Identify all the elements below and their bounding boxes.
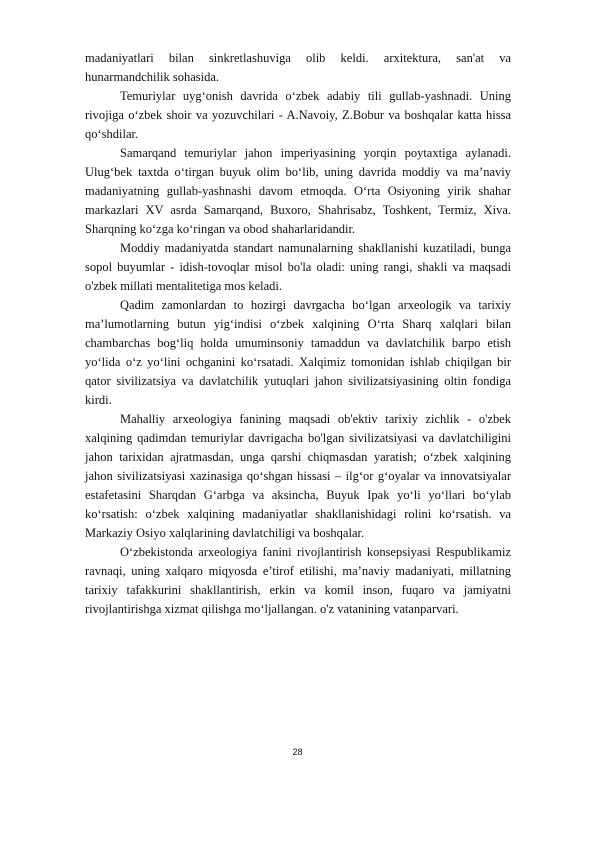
paragraph-local-archaeology: Mahalliy arxeologiya fanining maqsadi ob'ektiv tarixiy zichlik - o'zbek xalqining qadimdan temuriylar davrigacha bo'lgan sivilizatsiyasi va davlatchiligini jahon tarixidan ajratmasdan, unga qarshi chiqmasdan yaratish; o‘zbek xalqining jahon sivilizatsiyasi xazinasiga qo‘shgan hissasi – ilg‘or g‘oyalar va innovatsiyalar estafetasini Sharqdan G‘arbga va aksincha, Buyuk Ipak yo‘li yo‘llari bo‘ylab ko‘rsatish: o‘zbek xalqining madaniyatlar shakllanishidagi rolini ko‘rsatish. va Markaziy Osiyo xalqlarining davlatchiligi va boshqalar. <box>85 412 511 540</box>
paragraph-material-culture: Moddiy madaniyatda standart namunalarning shakllanishi kuzatiladi, bunga sopol buyumlar - idish-tovoqlar misol bo'la oladi: uning rangi, shakli va maqsadi o'zbek millati mentalitetiga mos keladi. <box>85 241 511 293</box>
paragraph-samarqand: Samarqand temuriylar jahon imperiyasining yorqin poytaxtiga aylanadi. Ulug‘bek taxtda o‘tirgan buyuk olim bo‘lib, uning davrida moddiy va ma’naviy madaniyatning gullab-yashnashi davom etmoqda. O‘rta Osiyoning yirik shahar markazlari XV asrda Samarqand, Buxoro, Shahrisabz, Toshkent, Termiz, Xiva. Sharqning ko‘zga ko‘ringan va obod shaharlaridandir. <box>85 146 511 236</box>
paragraph-continuation: madaniyatlari bilan sinkretlashuviga olib keldi. arxitektura, san'at va hunarmandchilik sohasida. <box>85 51 511 84</box>
paragraph-temuriylar-literature: Temuriylar uyg‘onish davrida o‘zbek adabiy tili gullab-yashnadi. Uning rivojiga o‘zbek shoir va yozuvchilari - A.Navoiy, Z.Bobur va boshqalar katta hissa qo‘shdilar. <box>85 89 511 141</box>
paragraph-uzbekistan-concept: O‘zbekistonda arxeologiya fanini rivojlantirish konsepsiyasi Respublikamiz ravnaqi, uning xalqaro miqyosda e’tirof etilishi, ma’naviy madaniyati, millatning tarixiy tafakkurini shakllantirish, erkin va komil inson, fuqaro va jamiyatni rivojlantirishga xizmat qilishga mo‘ljallangan. o'z vatanining vatanparvari. <box>85 545 511 616</box>
page-number: 28 <box>292 747 303 757</box>
page-body <box>85 49 511 619</box>
paragraph-archaeological-data: Qadim zamonlardan to hozirgi davrgacha bo‘lgan arxeologik va tarixiy ma’lumotlarning butun yig‘indisi o‘zbek xalqining O‘rta Sharq xalqlari bilan chambarchas bog‘liq holda umuminsoniy tamaddun va davlatchilik barpo etish yo‘lida o‘z yo‘lini ochganini ko‘rsatadi. Xalqimiz tomonidan ishlab chiqilgan bir qator sivilizatsiya va davlatchilik yutuqlari jahon sivilizatsiyasining oltin fondiga kirdi. <box>85 298 511 407</box>
